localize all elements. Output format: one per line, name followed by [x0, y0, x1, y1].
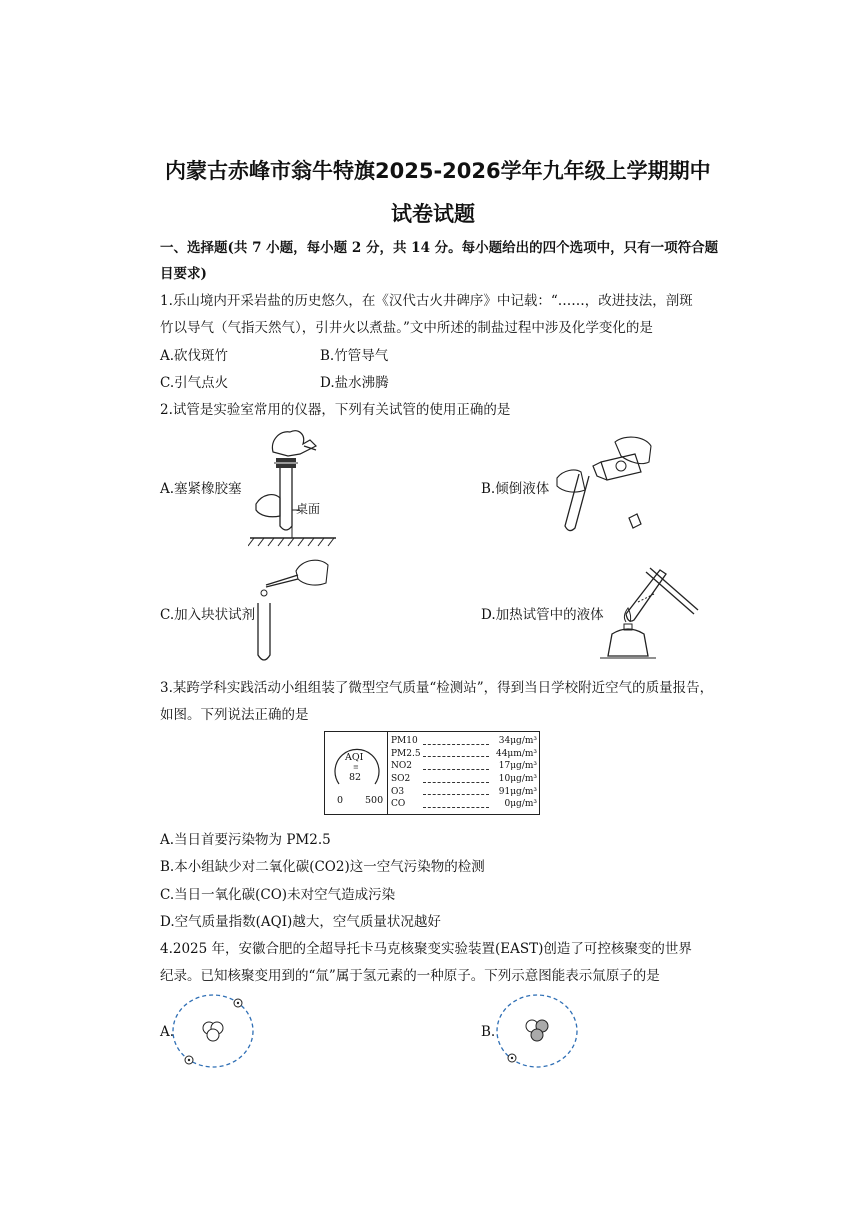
pollutant-value: 44μm/m³ [495, 748, 537, 759]
aqi-max: 500 [365, 795, 384, 806]
pollutant-row [391, 798, 537, 811]
pollutant-name: PM10 [391, 736, 418, 747]
page-subtitle: 试卷试题 [391, 202, 475, 226]
q2-a-table-label: 桌面 [296, 502, 321, 516]
pollutant-row [391, 760, 537, 773]
q2-a-illustration [248, 422, 338, 547]
aqi-min: 0 [337, 795, 344, 806]
leader-dashes [423, 776, 489, 783]
pollutant-value: 0μg/m³ [504, 799, 537, 810]
q3-option-c: C.当日一氧化碳(CO)未对空气造成污染 [160, 887, 396, 903]
aqi-gauge-panel [325, 732, 388, 814]
q2-option-d: D.加热试管中的液体 [481, 607, 604, 623]
q2-d-illustration [598, 552, 702, 664]
q4-option-a: A. [160, 1024, 175, 1040]
q3-option-d: D.空气质量指数(AQI)越大，空气质量状况越好 [160, 914, 441, 930]
leader-dashes [423, 738, 489, 745]
pollutant-value: 34μg/m³ [498, 736, 537, 747]
pollutant-name: PM2.5 [391, 748, 421, 759]
q2-stem: 2.试管是实验室常用的仪器，下列有关试管的使用正确的是 [160, 402, 511, 418]
pollutant-list [391, 735, 537, 811]
q3-stem-line2: 如图。下列说法正确的是 [160, 707, 309, 723]
aqi-label: AQI [345, 752, 364, 763]
q1-stem-line2: 竹以导气（气指天然气），引井火以煮盐。”文中所述的制盐过程中涉及化学变化的是 [160, 320, 653, 336]
pollutant-value: 17μg/m³ [498, 761, 537, 772]
q4-a-atom-diagram [170, 992, 256, 1070]
q3-stem-line1: 3.某跨学科实践活动小组组装了微型空气质量“检测站”，得到当日学校附近空气的质量报告， [160, 680, 714, 696]
aqi-value: 82 [349, 772, 362, 783]
pollutant-row [391, 748, 537, 761]
q3-option-b: B.本小组缺少对二氧化碳(CO2)这一空气污染物的检测 [160, 859, 485, 875]
aqi-mark: ≡ [353, 763, 359, 771]
pollutant-row [391, 735, 537, 748]
section-heading-line1: 一、选择题(共 7 小题，每小题 2 分，共 14 分。每小题给出的四个选项中，只有一项符合题 [160, 240, 719, 256]
pollutant-name: O3 [391, 786, 405, 797]
q2-option-b: B.倾倒液体 [481, 481, 550, 497]
q1-option-b: B.竹管导气 [320, 348, 389, 364]
q4-b-atom-diagram [494, 992, 580, 1070]
pollutant-row [391, 773, 537, 786]
q1-option-c: C.引气点火 [160, 375, 229, 391]
q3-option-a: A.当日首要污染物为 PM2.5 [160, 832, 331, 848]
q4-stem-line2: 纪录。已知核聚变用到的“氚”属于氢元素的一种原子。下列示意图能表示氚原子的是 [160, 968, 660, 984]
pollutant-name: SO2 [391, 774, 411, 785]
section-heading-line2: 目要求) [160, 266, 207, 282]
q2-option-c: C.加入块状试剂 [160, 607, 256, 623]
q4-option-b: B. [481, 1024, 496, 1040]
pollutant-name: NO2 [391, 761, 412, 772]
q1-option-a: A.砍伐斑竹 [160, 348, 229, 364]
leader-dashes [423, 763, 489, 770]
leader-dashes [423, 750, 489, 757]
q2-b-illustration [545, 432, 665, 540]
leader-dashes [423, 801, 489, 808]
pollutant-value: 91μg/m³ [498, 786, 537, 797]
q2-c-illustration [250, 553, 332, 668]
q1-stem-line1: 1.乐山境内开采岩盐的历史悠久，在《汉代古火井碑序》中记载：“……，改进技法，剖斑 [160, 293, 693, 309]
pollutant-value: 10μg/m³ [498, 774, 537, 785]
q1-option-d: D.盐水沸腾 [320, 375, 389, 391]
q2-option-a: A.塞紧橡胶塞 [160, 481, 242, 497]
leader-dashes [423, 788, 489, 795]
pollutant-name: CO [391, 799, 406, 810]
q4-stem-line1: 4.2025 年，安徽合肥的全超导托卡马克核聚变实验装置(EAST)创造了可控核聚变的世界 [160, 941, 692, 957]
air-quality-report [324, 731, 540, 815]
page-title: 内蒙古赤峰市翁牛特旗2025-2026学年九年级上学期期中 [165, 159, 711, 183]
pollutant-row [391, 785, 537, 798]
